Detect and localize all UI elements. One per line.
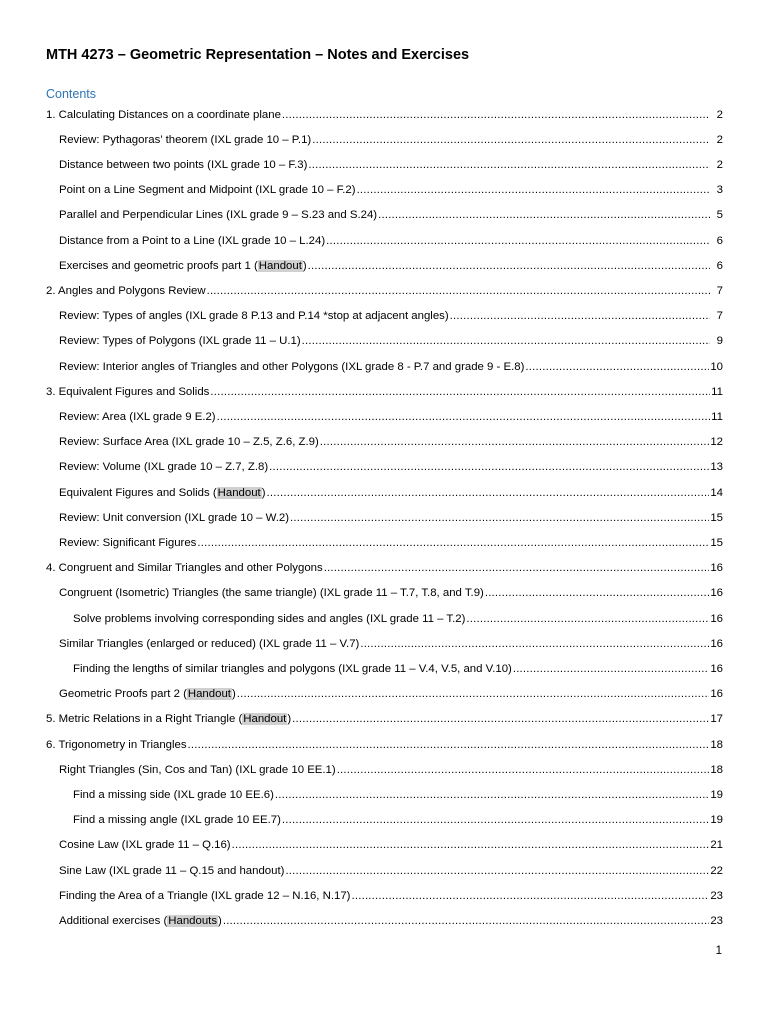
toc-entry-title — [46, 712, 291, 726]
toc-entry-page: 16 — [710, 662, 723, 675]
toc-entry-title-text: Review: Types of angles (IXL grade 8 P.13 and P.14 *stop at adjacent angles) — [59, 310, 449, 323]
toc-entry[interactable] — [46, 102, 723, 127]
toc-entry-title-text: 2. Angles and Polygons Review — [46, 284, 206, 297]
toc-entry-highlight: Handouts — [168, 914, 218, 927]
toc-entry-title — [59, 234, 325, 248]
toc-entry-title-text: Cosine Law (IXL grade 11 – Q.16) — [59, 839, 231, 852]
toc-dot-leader — [237, 687, 710, 701]
toc-entry[interactable] — [59, 329, 723, 354]
toc-entry-page: 21 — [710, 839, 723, 852]
toc-entry-page: 2 — [716, 133, 723, 146]
toc-entry[interactable] — [59, 858, 723, 883]
toc-entry-title — [59, 687, 236, 701]
toc-entry-page: 15 — [710, 511, 723, 524]
toc-entry-page: 15 — [710, 536, 723, 549]
toc-entry-title-text: Find a missing angle (IXL grade 10 EE.7) — [73, 814, 281, 827]
toc-entry-title — [59, 586, 484, 600]
toc-entry-highlight: Handout — [243, 713, 287, 726]
toc-entry-title-text: 6. Trigonometry in Triangles — [46, 738, 187, 751]
toc-dot-leader — [513, 662, 710, 676]
toc-dot-leader — [357, 183, 710, 197]
toc-entry-title-text: Review: Area (IXL grade 9 E.2) — [59, 410, 216, 423]
toc-dot-leader — [326, 234, 710, 248]
toc-entry[interactable] — [59, 178, 723, 203]
toc-entry-title — [59, 889, 350, 903]
toc-entry[interactable] — [46, 732, 723, 757]
toc-entry[interactable] — [59, 430, 723, 455]
toc-entry-title — [59, 360, 524, 374]
toc-dot-leader — [320, 435, 710, 449]
toc-entry-title — [59, 309, 449, 323]
toc-entry-title-text: Review: Significant Figures — [59, 536, 197, 549]
toc-entry[interactable] — [59, 908, 723, 933]
toc-entry-page: 16 — [710, 587, 723, 600]
toc-entry[interactable] — [59, 833, 723, 858]
toc-entry-title-text: 5. Metric Relations in a Right Triangle ( — [46, 713, 243, 726]
toc-entry-title-text: Right Triangles (Sin, Cos and Tan) (IXL grade 10 EE.1) — [59, 763, 336, 776]
toc-entry[interactable] — [59, 682, 723, 707]
toc-dot-leader — [217, 410, 710, 424]
toc-entry-page: 23 — [710, 914, 723, 927]
toc-dot-leader — [525, 360, 709, 374]
toc-entry-page: 19 — [710, 788, 723, 801]
toc-entry-page: 16 — [710, 688, 723, 701]
toc-dot-leader — [308, 259, 710, 273]
toc-entry[interactable] — [59, 203, 723, 228]
toc-entry-title — [73, 662, 512, 676]
toc-dot-leader — [308, 158, 710, 172]
toc-entry[interactable] — [59, 354, 723, 379]
toc-dot-leader — [197, 536, 709, 550]
toc-entry-title — [73, 612, 465, 626]
toc-entry-title-text: Solve problems involving corresponding sides and angles (IXL grade 11 – T.2) — [73, 612, 466, 625]
toc-entry-title — [59, 864, 284, 878]
toc-entry[interactable] — [73, 808, 723, 833]
toc-entry-page: 14 — [710, 486, 723, 499]
toc-entry-page: 18 — [710, 738, 723, 751]
toc-entry-title — [59, 838, 231, 852]
toc-entry-title-suffix: ) — [231, 688, 236, 701]
toc-entry-highlight: Handout — [217, 486, 261, 499]
toc-entry[interactable] — [59, 480, 723, 505]
toc-entry-title — [59, 763, 336, 777]
toc-entry-page: 7 — [716, 310, 723, 323]
toc-entry-title — [59, 460, 268, 474]
toc-entry-page: 18 — [710, 763, 723, 776]
toc-entry-title — [46, 561, 323, 575]
toc-entry[interactable] — [59, 253, 723, 278]
toc-entry[interactable] — [46, 278, 723, 303]
toc-entry-title-text: Parallel and Perpendicular Lines (IXL grade 9 – S.23 and S.24) — [59, 209, 378, 222]
toc-entry-page: 2 — [716, 108, 723, 121]
toc-entry-page: 5 — [716, 209, 723, 222]
toc-entry[interactable] — [59, 127, 723, 152]
toc-entry[interactable] — [59, 152, 723, 177]
toc-entry-page: 7 — [716, 284, 723, 297]
toc-entry-highlight: Handout — [187, 688, 231, 701]
toc-dot-leader — [188, 738, 710, 752]
toc-entry-title — [59, 914, 222, 928]
toc-entry-title — [59, 536, 196, 550]
toc-entry-title — [46, 385, 209, 399]
toc-entry-title-text: Distance between two points (IXL grade 10 – F.3) — [59, 158, 308, 171]
toc-entry-page: 12 — [710, 436, 723, 449]
toc-dot-leader — [485, 586, 710, 600]
toc-entry-title — [46, 284, 206, 298]
toc-entry[interactable] — [59, 304, 723, 329]
toc-entry-page: 6 — [716, 234, 723, 247]
toc-dot-leader — [360, 637, 709, 651]
toc-entry[interactable] — [73, 606, 723, 631]
toc-entry[interactable] — [46, 556, 723, 581]
toc-dot-leader — [466, 612, 709, 626]
toc-entry-title — [59, 208, 377, 222]
toc-entry-page: 16 — [710, 562, 723, 575]
toc-entry-title — [59, 158, 307, 172]
page-number: 1 — [715, 945, 722, 957]
toc-dot-leader — [450, 309, 710, 323]
toc-entry-title-text: 3. Equivalent Figures and Solids — [46, 385, 210, 398]
toc-entry-page: 2 — [716, 158, 723, 171]
toc-entry-title-text: 4. Congruent and Similar Triangles and other Polygons — [46, 562, 323, 575]
toc-entry-title-text: Similar Triangles (enlarged or reduced) (IXL grade 11 – V.7) — [59, 637, 360, 650]
toc-entry[interactable] — [59, 581, 723, 606]
toc-entry-title-text: Review: Interior angles of Triangles and other Polygons (IXL grade 8 - P.7 and grade 9 - E.8) — [59, 360, 525, 373]
toc-entry-title — [59, 511, 289, 525]
toc-dot-leader — [275, 788, 709, 802]
toc-entry-title — [73, 813, 281, 827]
toc-entry-title-text: Review: Unit conversion (IXL grade 10 – W.2) — [59, 511, 290, 524]
toc-entry[interactable] — [59, 228, 723, 253]
toc-entry-title-suffix: ) — [287, 713, 292, 726]
toc-entry-page: 11 — [711, 385, 723, 398]
contents-heading: Contents — [46, 87, 97, 101]
document-title: MTH 4273 – Geometric Representation – Notes and Exercises — [46, 47, 470, 63]
toc-dot-leader — [378, 208, 710, 222]
toc-entry-page: 22 — [710, 864, 723, 877]
toc-entry[interactable] — [73, 782, 723, 807]
toc-entry-title — [59, 637, 359, 651]
toc-entry-title-text: Review: Surface Area (IXL grade 10 – Z.5, Z.6, Z.9) — [59, 436, 319, 449]
toc-entry[interactable] — [59, 404, 723, 429]
toc-dot-leader — [285, 864, 709, 878]
toc-entry[interactable] — [59, 883, 723, 908]
toc-dot-leader — [282, 108, 710, 122]
toc-dot-leader — [223, 914, 710, 928]
toc-entry-title-text: Review: Volume (IXL grade 10 – Z.7, Z.8) — [59, 461, 269, 474]
toc-dot-leader — [290, 511, 709, 525]
toc-entry[interactable] — [73, 656, 723, 681]
toc-entry-title-suffix: ) — [261, 486, 266, 499]
toc-entry-title-text: Review: Pythagoras’ theorem (IXL grade 10 – P.1) — [59, 133, 312, 146]
toc-dot-leader — [324, 561, 710, 575]
toc-entry-title-text: Point on a Line Segment and Midpoint (IXL grade 10 – F.2) — [59, 184, 356, 197]
toc-entry-title — [46, 738, 187, 752]
toc-entry-page: 11 — [711, 410, 723, 423]
toc-entry-title — [73, 788, 274, 802]
toc-entry-page: 13 — [710, 461, 723, 474]
toc-entry-title — [59, 183, 356, 197]
toc-entry[interactable] — [59, 530, 723, 555]
toc-entry-title-text: Equivalent Figures and Solids ( — [59, 486, 217, 499]
toc-entry-title-suffix: ) — [218, 914, 222, 927]
toc-entry-title-text: Congruent (Isometric) Triangles (the same triangle) (IXL grade 11 – T.7, T.8, and T.9) — [59, 587, 484, 600]
toc-entry-title-text: Exercises and geometric proofs part 1 ( — [59, 259, 258, 272]
toc-entry-page: 19 — [710, 814, 723, 827]
toc-entry-highlight: Handout — [258, 259, 302, 272]
toc-entry-title — [46, 108, 281, 122]
toc-dot-leader — [351, 889, 709, 903]
toc-dot-leader — [337, 763, 710, 777]
toc-dot-leader — [292, 712, 709, 726]
toc-entry-title — [59, 410, 216, 424]
toc-entry-page: 17 — [710, 713, 723, 726]
toc-dot-leader — [312, 133, 710, 147]
toc-entry[interactable] — [59, 455, 723, 480]
toc-entry-page: 6 — [716, 259, 723, 272]
toc-entry-title — [59, 334, 301, 348]
toc-entry-title — [59, 133, 311, 147]
toc-entry-title-text: Additional exercises ( — [59, 914, 168, 927]
toc-entry-title — [59, 259, 307, 273]
toc-entry-title-text: Finding the lengths of similar triangles and polygons (IXL grade 11 – V.4, V.5, and V.10) — [73, 662, 512, 675]
toc-entry-page: 16 — [710, 637, 723, 650]
toc-entry-title-text: Distance from a Point to a Line (IXL grade 10 – L.24) — [59, 234, 326, 247]
toc-entry-title-text: 1. Calculating Distances on a coordinate plane — [46, 108, 281, 121]
toc-entry-page: 3 — [716, 184, 723, 197]
toc-entry-title — [59, 486, 266, 500]
toc-entry-title-text: Sine Law (IXL grade 11 – Q.15 and handout) — [59, 864, 285, 877]
toc-entry-title — [59, 435, 319, 449]
toc-entry-title-text: Finding the Area of a Triangle (IXL grade 12 – N.16, N.17) — [59, 889, 351, 902]
toc-dot-leader — [207, 284, 710, 298]
toc-dot-leader — [269, 460, 709, 474]
toc-entry-title-suffix: ) — [302, 259, 307, 272]
toc-dot-leader — [267, 486, 710, 500]
toc-dot-leader — [302, 334, 710, 348]
toc-entry[interactable] — [46, 707, 723, 732]
toc-dot-leader — [232, 838, 710, 852]
toc-entry-page: 9 — [716, 335, 723, 348]
toc-dot-leader — [282, 813, 709, 827]
toc-dot-leader — [210, 385, 710, 399]
toc-entry-title-text: Find a missing side (IXL grade 10 EE.6) — [73, 788, 274, 801]
toc-entry-title-text: Geometric Proofs part 2 ( — [59, 688, 187, 701]
toc-entry-page: 23 — [710, 889, 723, 902]
toc-entry[interactable] — [59, 631, 723, 656]
toc-entry[interactable] — [59, 757, 723, 782]
toc-entry-page: 16 — [710, 612, 723, 625]
toc-entry-page: 10 — [710, 360, 723, 373]
toc-entry[interactable] — [46, 379, 723, 404]
toc-entry-title-text: Review: Types of Polygons (IXL grade 11 – U.1) — [59, 335, 301, 348]
toc-entry[interactable] — [59, 505, 723, 530]
